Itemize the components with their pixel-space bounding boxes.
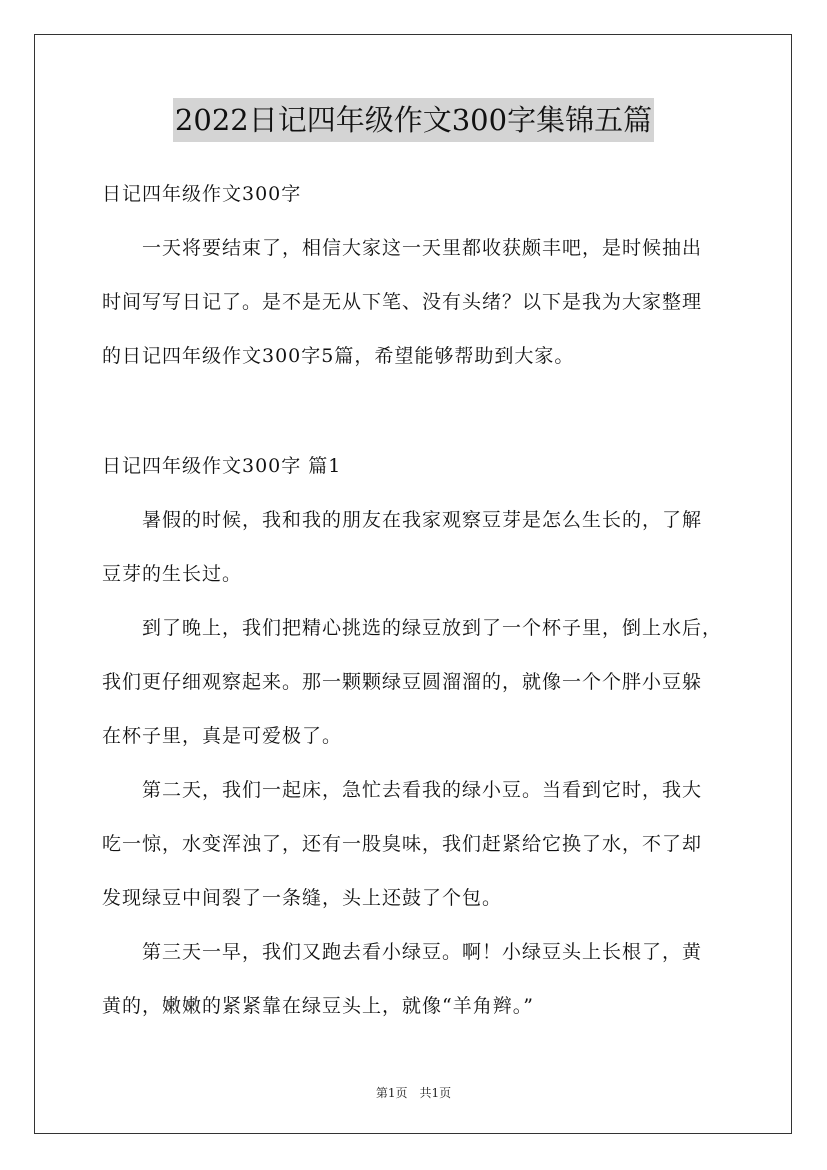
paragraph-line: 第二天，我们一起床，急忙去看我的绿小豆。当看到它时，我大 xyxy=(102,779,703,801)
paragraph-line: 豆芽的生长过。 xyxy=(102,563,243,585)
paragraph-line: 黄的，嫩嫩的紧紧靠在绿豆头上，就像“羊角辫。” xyxy=(102,995,534,1017)
paragraph-line: 我们更仔细观察起来。那一颗颗绿豆圆溜溜的，就像一个个胖小豆躲 xyxy=(102,671,703,693)
paragraph-line: 吃一惊，水变浑浊了，还有一股臭味，我们赶紧给它换了水，不了却 xyxy=(102,833,703,855)
paragraph-line: 到了晚上，我们把精心挑选的绿豆放到了一个杯子里，倒上水后， xyxy=(102,617,723,639)
paragraph-line: 一天将要结束了，相信大家这一天里都收获颇丰吧，是时候抽出 xyxy=(102,237,703,259)
page-footer: 第1页 共1页 xyxy=(375,1086,452,1100)
paragraph-line: 第三天一早，我们又跑去看小绿豆。啊！小绿豆头上长根了，黄 xyxy=(102,941,703,963)
title-container xyxy=(0,98,827,142)
section-heading-article-1: 日记四年级作文300字 篇1 xyxy=(102,455,342,477)
section-heading-intro: 日记四年级作文300字 xyxy=(102,183,302,205)
paragraph-line: 在杯子里，真是可爱极了。 xyxy=(102,725,343,747)
paragraph-line: 发现绿豆中间裂了一条缝，头上还鼓了个包。 xyxy=(102,887,503,909)
paragraph-line: 的日记四年级作文300字5篇，希望能够帮助到大家。 xyxy=(102,345,575,367)
paragraph-line: 时间写写日记了。是不是无从下笔、没有头绪？以下是我为大家整理 xyxy=(102,291,703,313)
paragraph-line: 暑假的时候，我和我的朋友在我家观察豆芽是怎么生长的，了解 xyxy=(102,509,703,531)
document-title: 2022日记四年级作文300字集锦五篇 xyxy=(173,98,654,142)
